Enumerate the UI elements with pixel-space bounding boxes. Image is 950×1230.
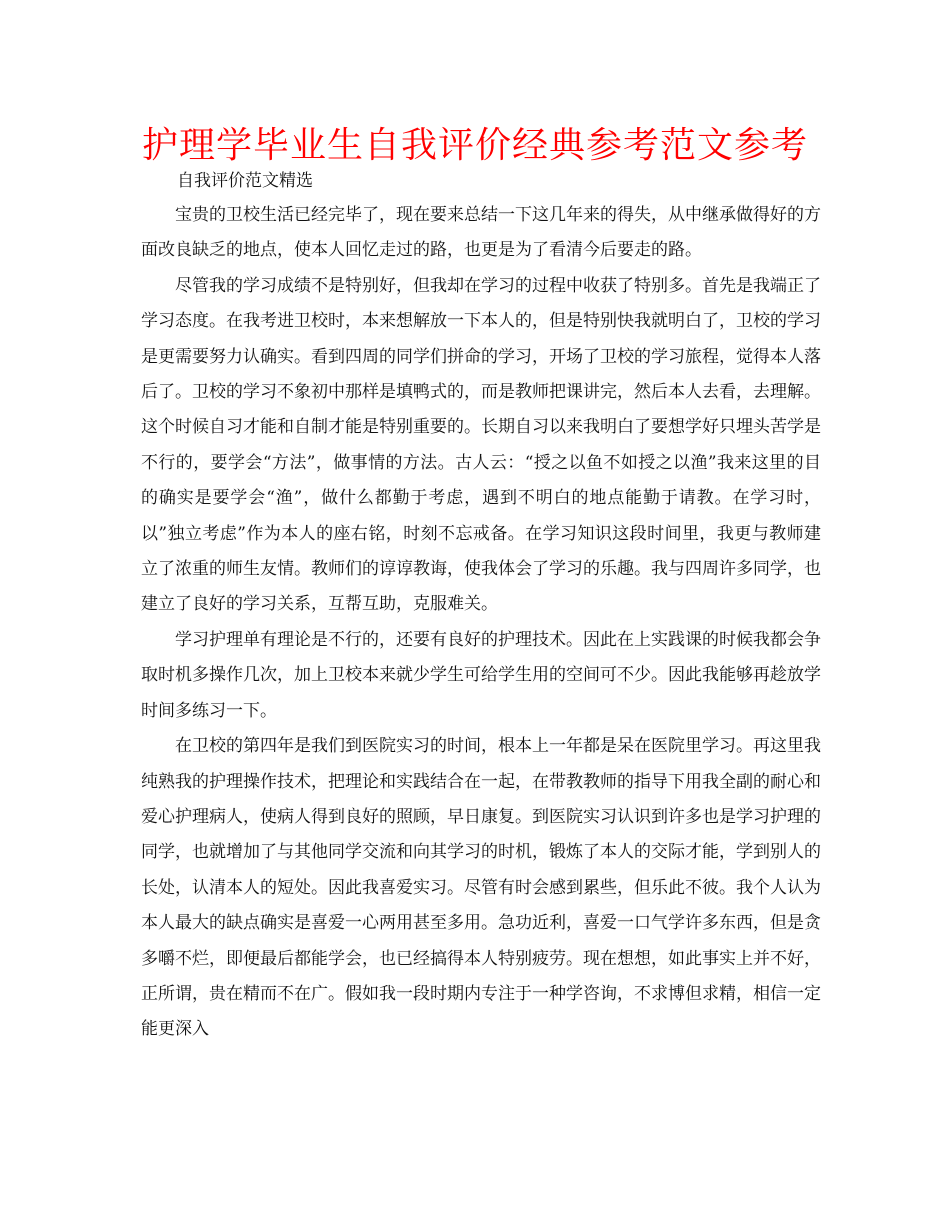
paragraph: 尽管我的学习成绩不是特别好，但我却在学习的过程中收获了特别多。首先是我端正了学习态度。在我考进卫校时，本来想解放一下本人的，但是特别快我就明白了，卫校的学习是更需要努力认确实。看到四周的同学们拼命的学习，开场了卫校的学习旅程，觉得本人落后了。卫校的学习不象初中那样是填鸭式的，而是教师把课讲完，然后本人去看，去理解。这个时候自习才能和自制才能是特别重要的。长期自习以来我明白了要想学好只埋头苦学是不行的，要学会“方法”，做事情的方法。古人云：“授之以鱼不如授之以渔”我来这里的目的确实是要学会“渔”，做什么都勤于考虑，遇到不明白的地点能勤于请教。在学习时，以”独立考虑”作为本人的座右铭，时刻不忘戒备。在学习知识这段时间里，我更与教师建立了浓重的师生友情。教师们的谆谆教诲，使我体会了学习的乐趣。我与四周许多同学，也建立了良好的学习关系，互帮互助，克服难关。 (141, 275, 821, 615)
paragraph: 在卫校的第四年是我们到医院实习的时间，根本上一年都是呆在医院里学习。再这里我纯熟我的护理操作技术，把理论和实践结合在一起，在带教教师的指导下用我全副的耐心和爱心护理病人，使病人得到良好的照顾，早日康复。到医院实习认识到许多也是学习护理的同学，也就增加了与其他同学交流和向其学习的时机，锻炼了本人的交际才能，学到别人的长处，认清本人的短处。因此我喜爱实习。尽管有时会感到累些，但乐此不彼。我个人认为本人最大的缺点确实是喜爱一心两用甚至多用。急功近利，喜爱一口气学许多东西，但是贪多嚼不烂，即便最后都能学会，也已经搞得本人特别疲劳。现在想想，如此事实上并不好，正所谓，贵在精而不在广。假如我一段时期内专注于一种学咨询，不求博但求精，相信一定能更深入 (141, 736, 821, 1040)
paragraph: 宝贵的卫校生活已经完毕了，现在要来总结一下这几年来的得失，从中继承做得好的方面改良缺乏的地点，使本人回忆走过的路，也更是为了看清今后要走的路。 (141, 205, 821, 261)
document-title: 护理学毕业生自我评价经典参考范文参考 (141, 125, 808, 166)
document-subtitle: 自我评价范文精选 (177, 171, 313, 191)
paragraph: 学习护理单有理论是不行的，还要有良好的护理技术。因此在上实践课的时候我都会争取时机多操作几次，加上卫校本来就少学生可给学生用的空间可不少。因此我能够再趁放学时间多练习一下。 (141, 629, 821, 721)
document-body (141, 198, 821, 1048)
